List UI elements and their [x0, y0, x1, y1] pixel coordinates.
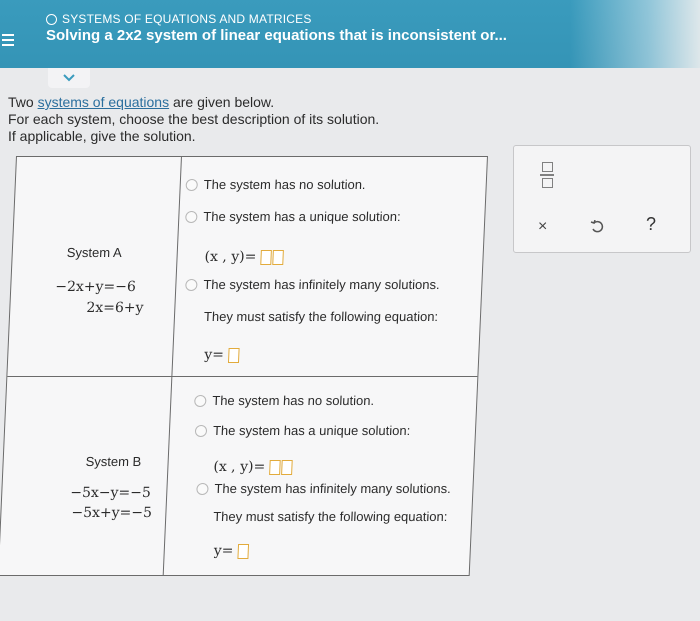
system-b-equation-2: −5x+y=−5 — [71, 505, 153, 521]
system-b-unique-option[interactable]: The system has a unique solution: — [195, 423, 411, 438]
fraction-icon[interactable] — [540, 162, 554, 188]
system-a-pair-answer: (x , y)= — [204, 249, 284, 265]
radio-button[interactable] — [195, 425, 208, 437]
system-b-satisfy-text: They must satisfy the following equation: — [212, 509, 448, 524]
radio-button[interactable] — [185, 211, 198, 223]
page-title: Solving a 2x2 system of linear equations that is inconsistent or... — [46, 27, 507, 44]
system-a-unique-option[interactable]: The system has a unique solution: — [185, 209, 401, 224]
system-b-pair-answer: (x , y)= — [213, 459, 293, 475]
system-b-infinite-option[interactable]: The system has infinitely many solutions. — [196, 481, 451, 496]
systems-table — [0, 156, 488, 576]
menu-icon[interactable] — [2, 34, 18, 48]
header-bar — [0, 0, 700, 68]
x-input[interactable] — [260, 250, 272, 265]
collapse-button[interactable] — [48, 68, 90, 88]
y-input[interactable] — [272, 250, 284, 265]
system-a-equation-2: 2x=6+y — [86, 300, 144, 316]
undo-icon[interactable] — [590, 220, 604, 234]
x-input[interactable] — [269, 460, 281, 475]
system-a-y-answer: y= — [204, 347, 239, 363]
radio-button[interactable] — [194, 395, 207, 407]
system-a-equation-1: −2x+y=−6 — [54, 279, 137, 295]
progress-circle-icon — [46, 14, 57, 25]
y-equation-input[interactable] — [237, 544, 249, 559]
section-title — [46, 12, 312, 26]
radio-button[interactable] — [196, 483, 209, 495]
instructions: Two systems of equations are given below. For each system, choose the best description of its solution. If applicable, give the solution. — [8, 94, 380, 144]
system-a-label: System A — [66, 245, 123, 260]
clear-button[interactable]: × — [538, 218, 548, 235]
y-input[interactable] — [281, 460, 293, 475]
system-a-no-solution-option[interactable]: The system has no solution. — [185, 177, 366, 192]
system-a-infinite-option[interactable]: The system has infinitely many solutions. — [185, 277, 440, 292]
y-equation-input[interactable] — [228, 348, 240, 363]
system-a-satisfy-text: They must satisfy the following equation: — [203, 309, 439, 324]
system-b-no-solution-option[interactable]: The system has no solution. — [194, 393, 375, 408]
math-toolbar — [513, 145, 691, 253]
system-b-y-answer: y= — [213, 543, 248, 559]
systems-of-equations-link[interactable]: systems of equations — [37, 94, 170, 110]
radio-button[interactable] — [185, 179, 198, 191]
system-b-label: System B — [85, 454, 142, 469]
help-button[interactable]: ? — [646, 214, 657, 234]
system-b-equation-1: −5x−y=−5 — [69, 485, 152, 501]
section-label: SYSTEMS OF EQUATIONS AND MATRICES — [62, 12, 312, 26]
radio-button[interactable] — [185, 279, 198, 291]
chevron-down-icon — [62, 73, 76, 83]
